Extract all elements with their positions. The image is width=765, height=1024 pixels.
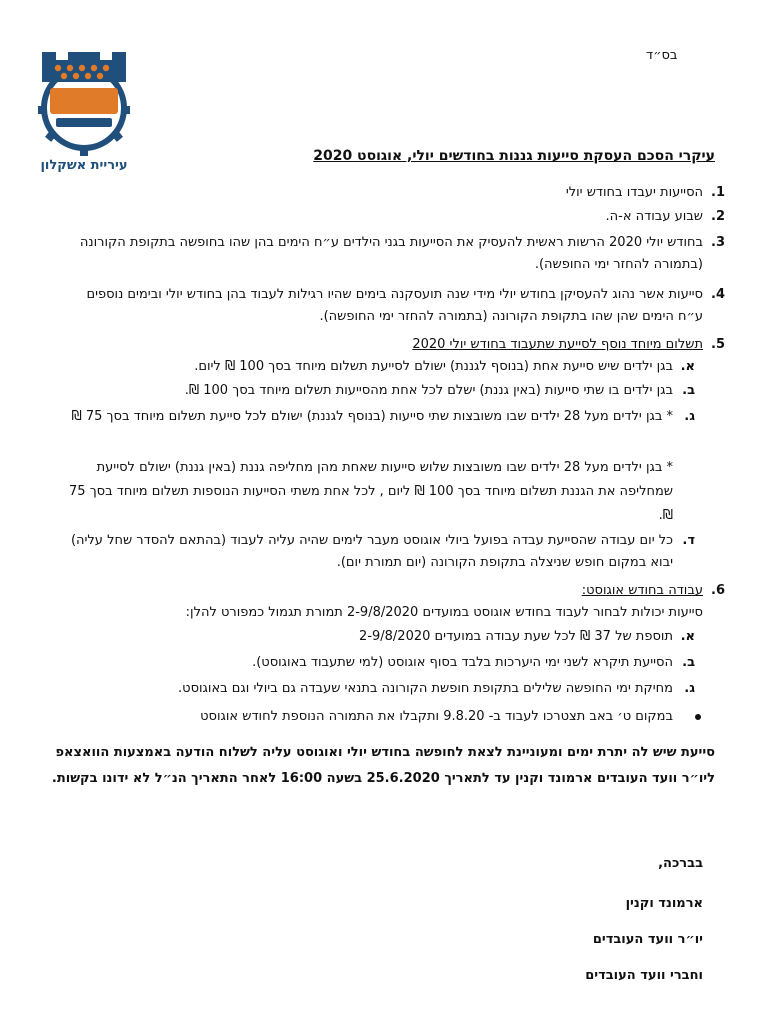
sub-text: בגן ילדים בו שתי סייעות (באין גננת) ישלם לכל אחת מהסייעות תשלום מיוחד בסך 100 ₪.	[184, 383, 673, 398]
item-text: סייעות אשר נהוג להעסיקן בחודש יולי מידי שנה תועסקנה בימים שהיו רגילות לעבוד בהן בחודש יולי ובימים נוספים ע״ח הימים שהן שהו בתקופת הקורונה (בתמורה להחזר ימי החופשה).	[86, 287, 703, 324]
sub-letter: א.	[680, 629, 695, 644]
sub-item	[67, 406, 695, 428]
item-number: 3.	[711, 235, 725, 250]
item-text: הסייעות יעבדו בחודש יולי	[565, 185, 703, 200]
item-number: 5.	[711, 337, 725, 352]
sub-letter: א.	[680, 359, 695, 374]
list-item	[67, 232, 725, 276]
sub-letter: ב.	[682, 655, 695, 670]
logo-caption: עיריית אשקלון	[40, 158, 128, 173]
sub-item	[67, 356, 695, 378]
signature-name: ארמונד וקנין	[625, 896, 703, 911]
signature-members: וחברי וועד העובדים	[585, 968, 703, 983]
sub-item	[67, 530, 695, 574]
item-text: בחודש יולי 2020 הרשות ראשית להעסיק את הסייעות בגני הילדים ע״ח הימים בהן שהו בחופשה בתקופת הקורונה (בתמורה להחזר ימי החופשה).	[79, 235, 703, 272]
ashkelon-emblem-icon	[36, 48, 132, 156]
sub-text: הסייעת תיקרא לשני ימי היערכות בלבד בסוף אוגוסט (למי שתעבוד באוגוסט).	[252, 655, 673, 670]
bullet-dot-icon	[695, 714, 701, 720]
list-item	[67, 182, 725, 204]
sub-text: בגן ילדים שיש סייעת אחת (בנוסף לגננת) ישולם לסייעת תשלום מיוחד בסך 100 ₪ ליום.	[194, 359, 673, 374]
sub-letter: ד.	[682, 533, 695, 548]
sub-item	[67, 626, 695, 648]
section-title: עבודה בחודש אוגוסט:	[581, 583, 703, 598]
bullet-item	[67, 706, 673, 728]
bullet-text: במקום ט׳ באב תצטרכו לעבוד ב- 9.8.20 ותקבלו את התמורה הנוספת לחודש אוגוסט	[200, 709, 673, 724]
sub-letter: ג.	[684, 409, 695, 424]
sub-letter: ג.	[684, 681, 695, 696]
sub-text: מחיקת ימי החופשה שלילים בתקופת חופשת הקורונה בתנאי שעבדה גם ביולי וגם באוגוסט.	[178, 681, 673, 696]
item-number: 6.	[711, 583, 725, 598]
sub-text: * בגן ילדים מעל 28 ילדים שבו משובצות שלוש סייעות שאחת מהן מחליפה גננת (באין גננת) ישולם לסייעת שמחליפה את הגננת תשלום מיוחד בסך 100 ₪ ליום , לכל אחת משתי הסייעות הנוספות תשלום מיוחד בסך 75 ₪.	[69, 460, 673, 523]
sub-text: תוספת של 37 ₪ לכל שעת עבודה במועדים 2-9/8/2020	[359, 629, 673, 644]
bsd-header: בס״ד	[646, 48, 678, 63]
section-heading	[67, 580, 725, 602]
sub-text: כל יום עבודה שהסייעת עבדה בפועל ביולי אוגוסט מעבר לימים שהיה עליה לעבוד (בהתאם להסדר שחל עליה) יבוא במקום חופש שניצלה בתקופת הקורונה (יום תמורת יום).	[70, 533, 673, 570]
notice-paragraph: סייעת שיש לה יתרת ימים ומעוניינת לצאת לחופשה בחודש יולי ואוגוסט עליה לשלוח הודעה באמצעות הוואצאפ ליו״ר וועד העובדים ארמונד וקנין עד לתאריך 25.6.2020 בשעה 16:00 לאחר התאריך הנ״ל לא ידונו בקשות.	[51, 745, 715, 786]
sub-letter: ב.	[682, 383, 695, 398]
item-number: 2.	[711, 209, 725, 224]
document-title: עיקרי הסכם העסקת סייעות גננות בחודשים יולי, אוגוסט 2020	[313, 148, 715, 164]
item-number: 1.	[711, 185, 725, 200]
sub-item	[67, 380, 695, 402]
list-item	[67, 206, 725, 228]
signature-role: יו״ר וועד העובדים	[592, 932, 703, 947]
signature-greeting: בברכה,	[658, 856, 703, 871]
sub-item	[67, 678, 695, 700]
section-title: תשלום מיוחד נוסף לסייעת שתעבוד בחודש יולי 2020	[412, 337, 703, 352]
item-text: שבוע עבודה א-ה.	[605, 209, 703, 224]
section-intro: סייעות יכולות לבחור לעבוד בחודש אוגוסט במועדים 2-9/8/2020 תמורת תגמול כמפורט להלן:	[185, 605, 703, 620]
list-item	[67, 284, 725, 328]
sub-item	[67, 652, 695, 674]
sub-text: * בגן ילדים מעל 28 ילדים שבו משובצות שתי סייעות (בנוסף לגננת) ישולם לכל סייעת תשלום מיוחד בסך 75 ₪	[71, 409, 673, 424]
sub-item	[67, 456, 673, 528]
section-heading	[67, 334, 725, 356]
item-number: 4.	[711, 287, 725, 302]
